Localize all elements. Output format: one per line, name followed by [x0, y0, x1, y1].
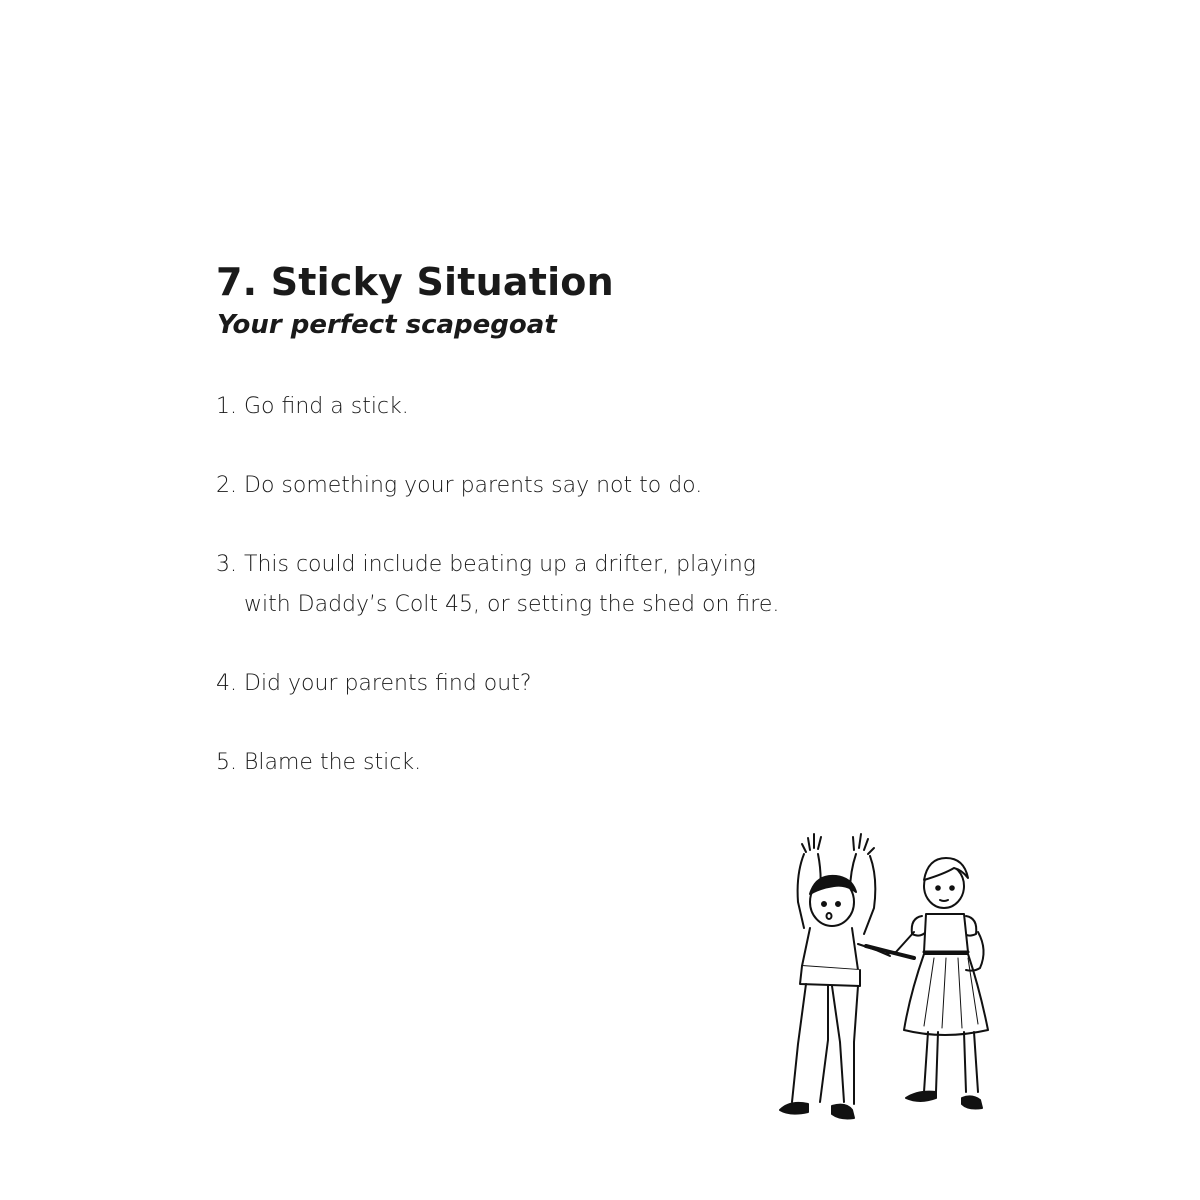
step-text: This could include beating up a drifter, playing	[244, 552, 756, 577]
step-text: Go find a stick.	[244, 394, 409, 419]
list-item	[216, 743, 421, 783]
girl-figure	[886, 858, 988, 1109]
step-text: Blame the stick.	[244, 750, 422, 775]
page-subtitle: Your perfect scapegoat	[217, 310, 557, 340]
list-item	[216, 466, 702, 506]
step-text: Did your parents find out?	[244, 671, 532, 696]
list-item	[216, 664, 532, 704]
step-number: 3.	[216, 552, 237, 577]
step-number: 5.	[216, 750, 237, 775]
page-title: 7. Sticky Situation	[216, 260, 614, 304]
list-item	[216, 387, 409, 427]
step-number: 4.	[216, 671, 237, 696]
step-text-continued: with Daddy’s Colt 45, or setting the shed on fire.	[244, 592, 780, 617]
step-number: 1.	[216, 394, 237, 419]
list-item	[216, 545, 779, 625]
children-with-stick-icon	[766, 828, 1006, 1127]
boy-figure	[780, 834, 890, 1119]
step-number: 2.	[216, 473, 237, 498]
step-text: Do something your parents say not to do.	[244, 473, 703, 498]
